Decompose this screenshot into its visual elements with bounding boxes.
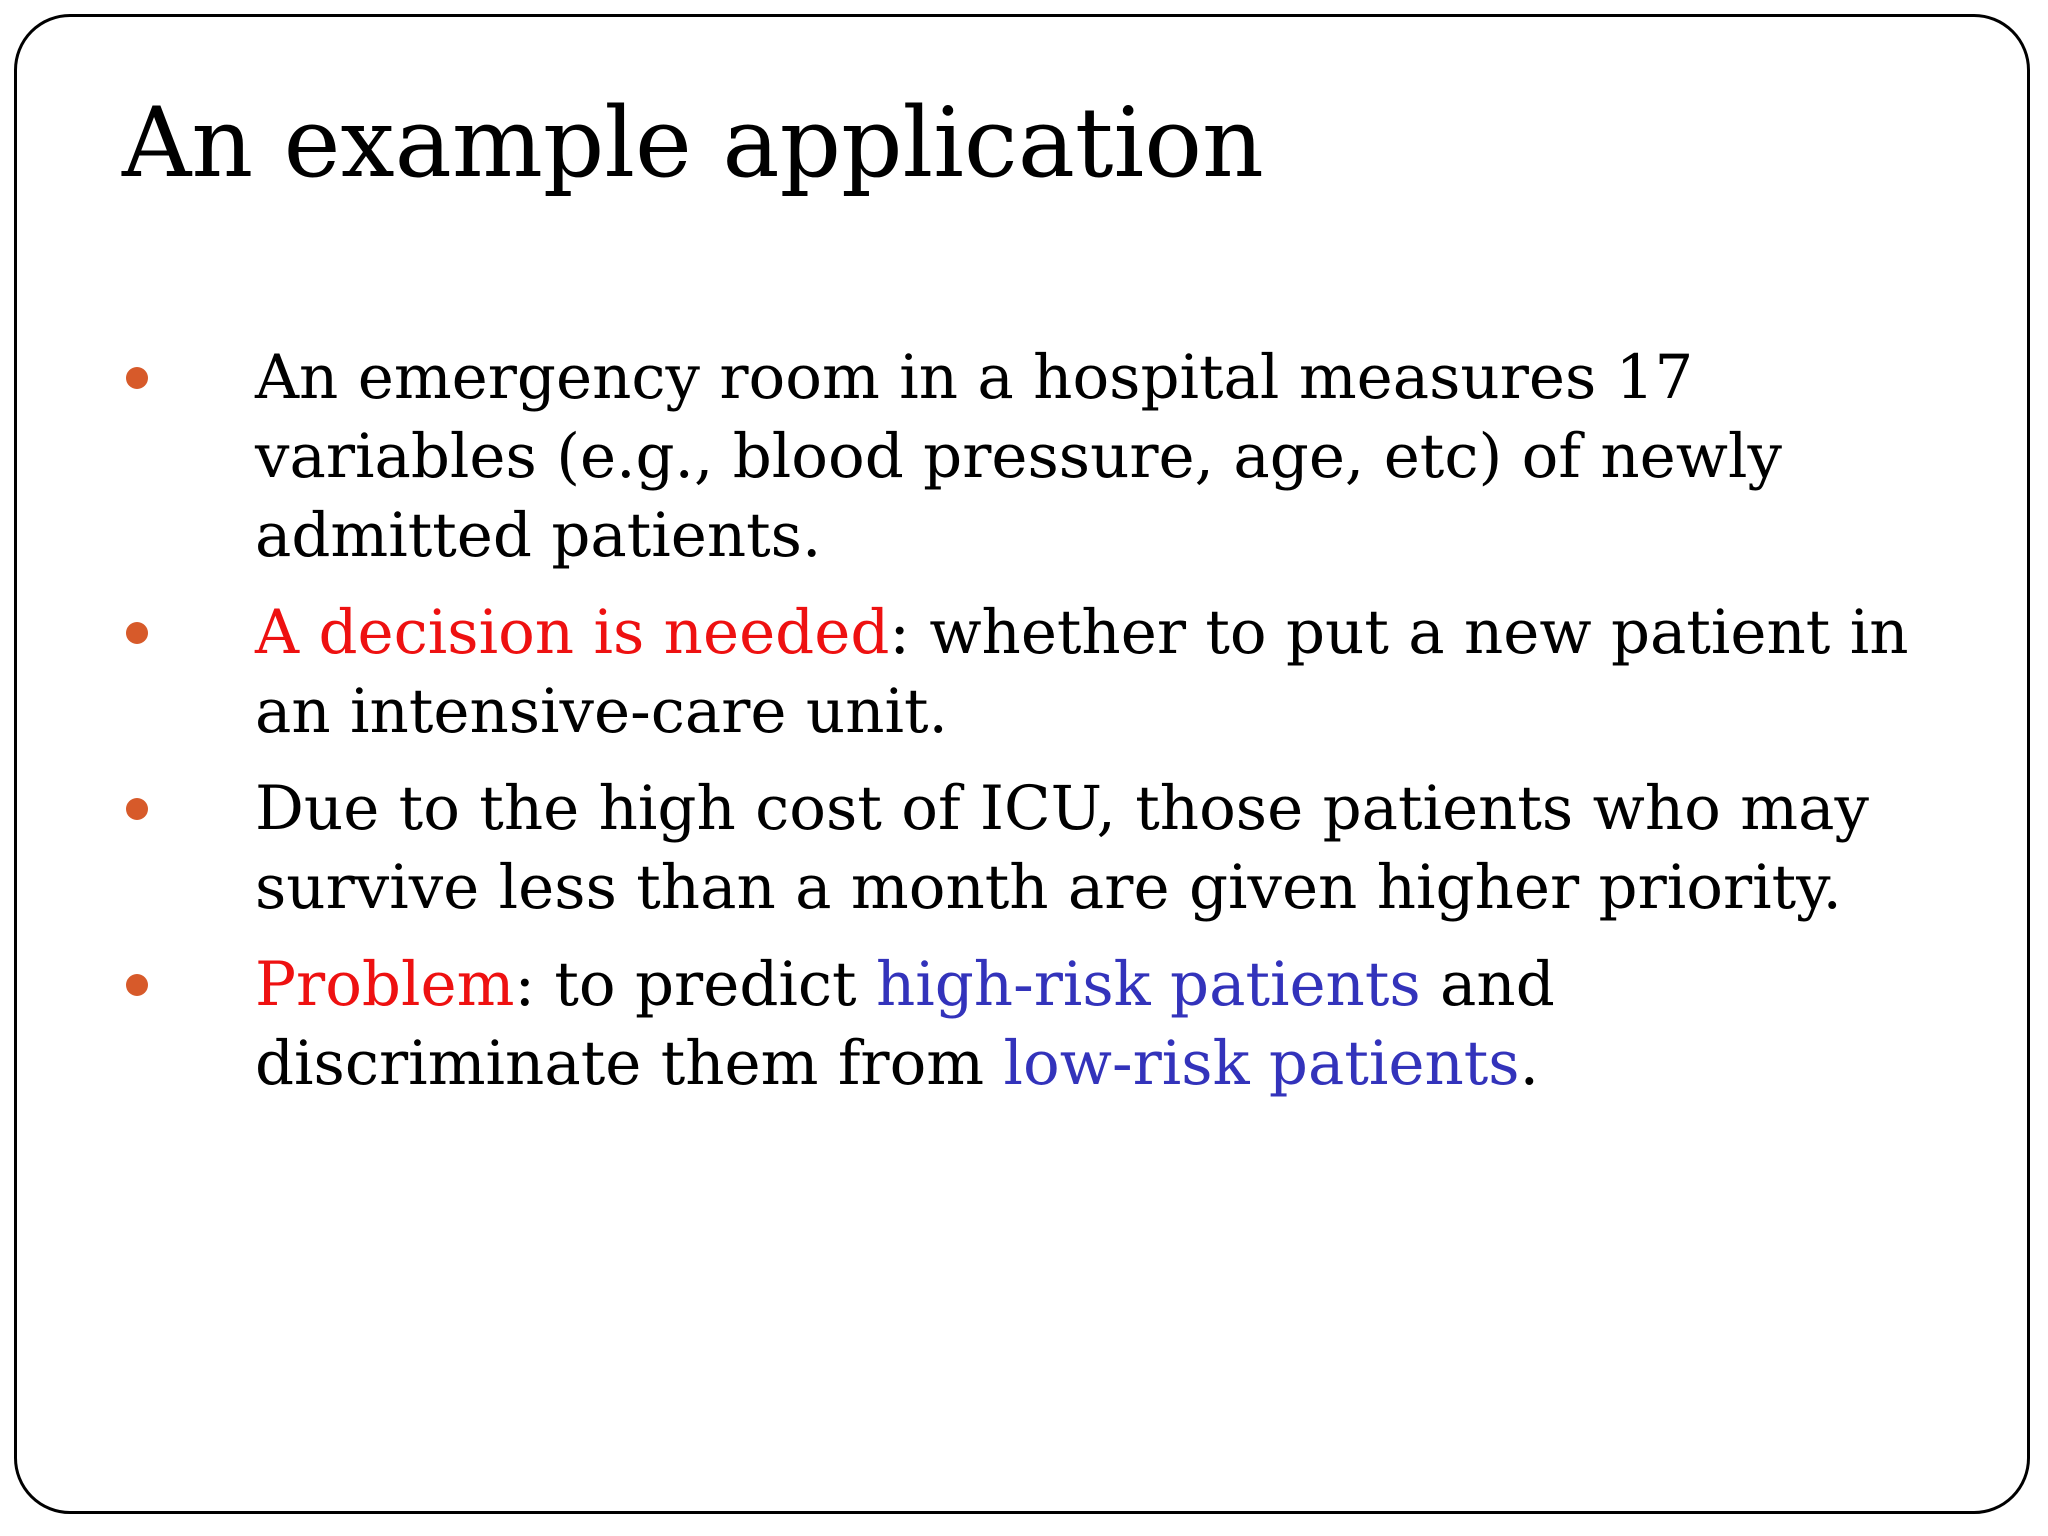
bullet-dot-icon	[126, 367, 148, 389]
problem-highlight: Problem	[255, 949, 515, 1020]
bullet-text: Due to the high cost of ICU, those patients who may survive less than a month are given higher priority.	[255, 773, 1869, 923]
high-risk-term: high-risk patients	[875, 949, 1421, 1020]
bullet-text: : to predict	[514, 949, 876, 1020]
low-risk-term: low-risk patients	[1003, 1028, 1520, 1099]
bullet-item	[122, 769, 1952, 927]
bullet-dot-icon	[126, 622, 148, 644]
bullet-text: and discriminate them from	[255, 949, 1555, 1099]
bullet-dot-icon	[126, 974, 148, 996]
bullet-text: An emergency room in a hospital measures 17 variables (e.g., blood pressure, age, etc) of newly admitted patients.	[255, 342, 1782, 571]
bullet-item	[122, 945, 1952, 1103]
decision-highlight: A decision is needed	[255, 597, 890, 668]
bullet-end-punctuation: .	[1519, 1028, 1539, 1099]
bullet-item	[122, 593, 1952, 751]
bullet-text: : whether to put a new patient in an intensive-care unit.	[255, 597, 1909, 747]
slide-title: An example application	[122, 87, 1264, 199]
bullet-dot-icon	[126, 798, 148, 820]
bullet-list	[122, 338, 1952, 1121]
bullet-item	[122, 338, 1952, 575]
